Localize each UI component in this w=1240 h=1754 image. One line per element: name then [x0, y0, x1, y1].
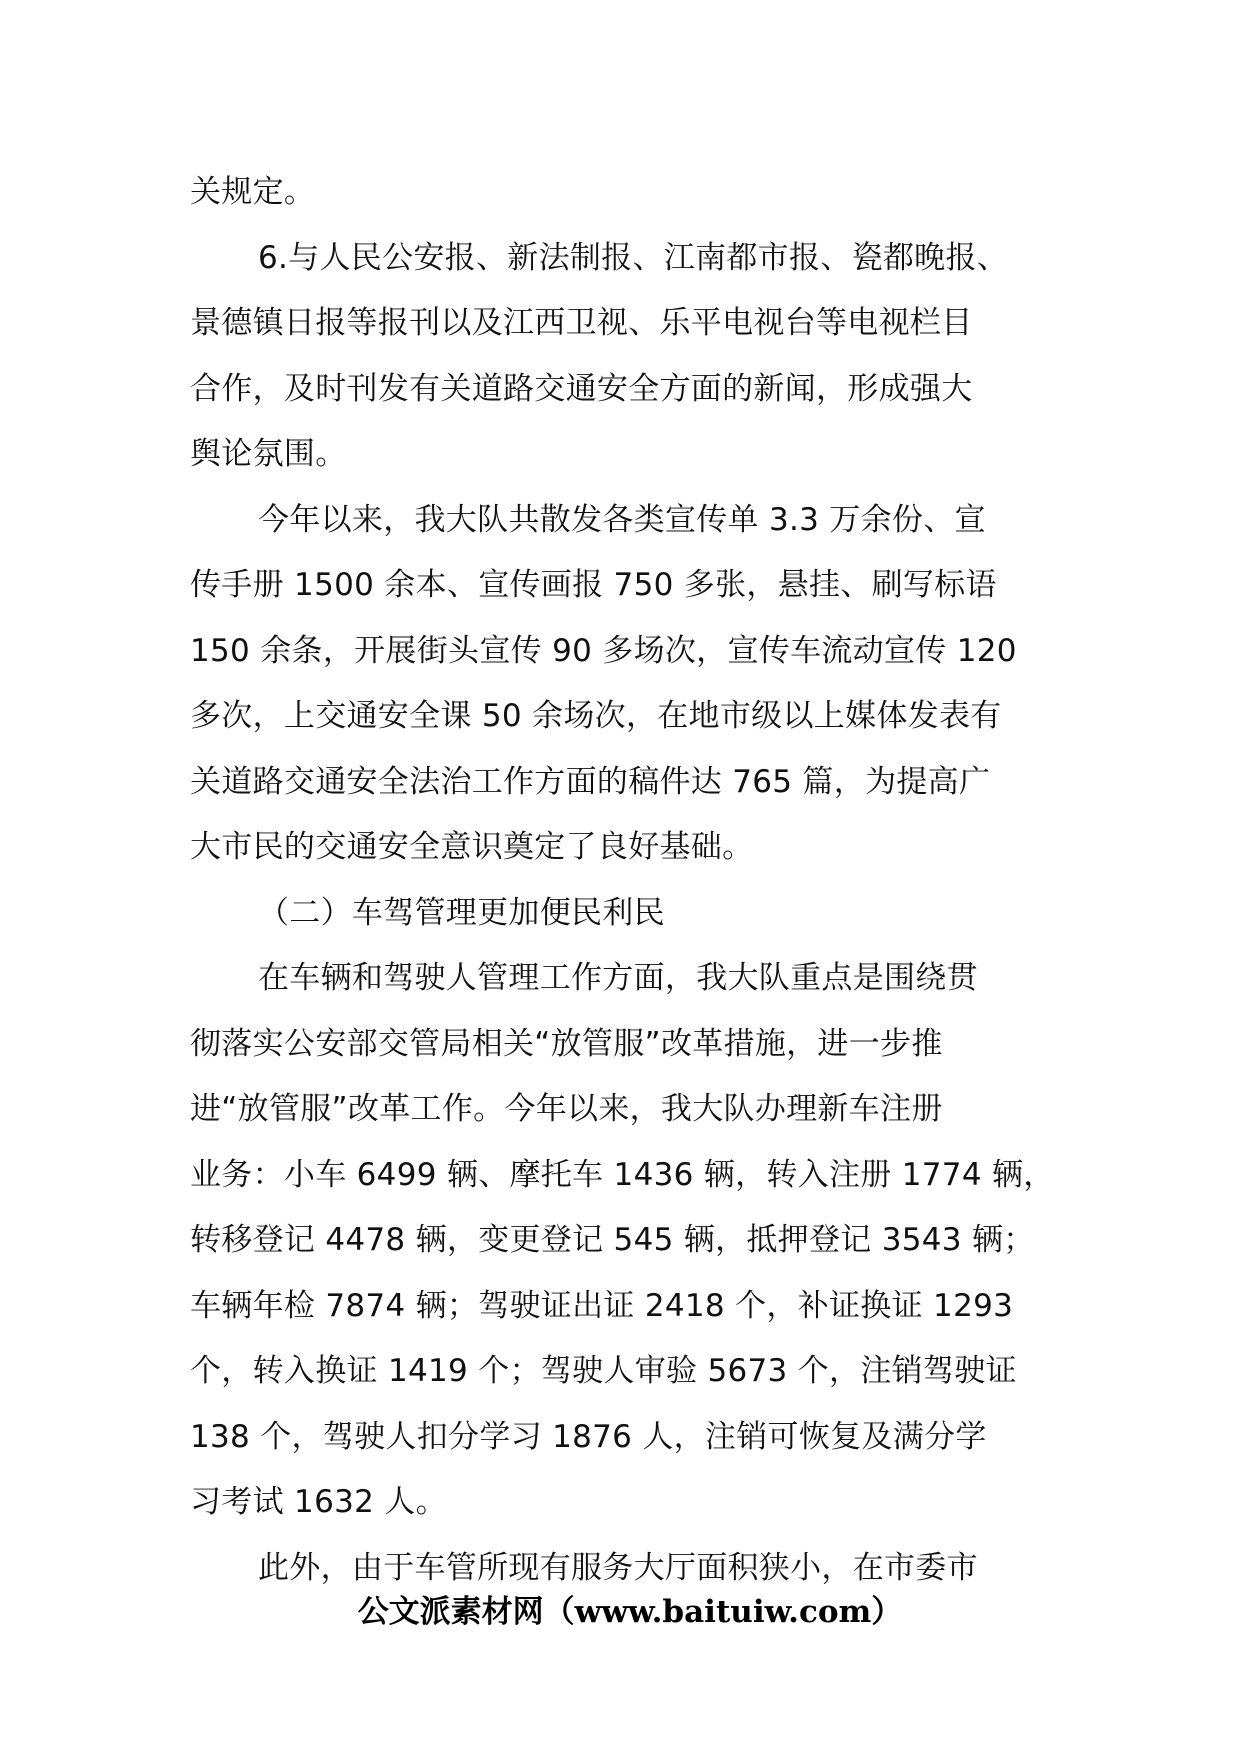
text-line: 彻落实公安部交管局相关“放管服”改革措施，进一步推: [190, 1025, 943, 1062]
text-line: 个，转入换证 1419 个；驾驶人审验 5673 个，注销驾驶证: [190, 1353, 1017, 1389]
text-line: 多次，上交通安全课 50 余场次，在地市级以上媒体发表有: [190, 698, 1002, 734]
text-line: 合作，及时刊发有关道路交通安全方面的新闻，形成强大: [190, 370, 973, 407]
text-line: 6.与人民公安报、新法制报、江南都市报、瓷都晚报、: [258, 239, 1009, 276]
text-line: 车辆年检 7874 辆；驾驶证出证 2418 个，补证换证 1293: [190, 1287, 1014, 1324]
text-line: 转移登记 4478 辆，变更登记 545 辆，抵押登记 3543 辆；: [190, 1222, 1035, 1258]
text-line: 关道路交通安全法治工作方面的稿件达 765 篇，为提高广: [190, 763, 991, 800]
text-line: 习考试 1632 人。: [190, 1484, 447, 1520]
text-line: 业务：小车 6499 辆、摩托车 1436 辆，转入注册 1774 辆，: [190, 1156, 1055, 1193]
text-line: （二）车驾管理更加便民利民: [258, 894, 665, 931]
text-line: 138 个，驾驶人扣分学习 1876 人，注销可恢复及满分学: [190, 1418, 987, 1455]
body-text: [190, 160, 1090, 1601]
text-line: 景德镇日报等报刊以及江西卫视、乐平电视台等电视栏目: [190, 305, 973, 341]
text-line: 传手册 1500 余本、宣传画报 750 多张，悬挂、刷写标语: [190, 567, 997, 603]
text-line: 舆论氛围。: [190, 436, 347, 472]
text-line: 关规定。: [190, 174, 316, 210]
text-line: 150 余条，开展街头宣传 90 多场次，宣传车流动宣传 120: [190, 632, 1017, 669]
footer-watermark: 公文派素材网（www.baituiw.com）: [357, 1594, 903, 1630]
text-line: 在车辆和驾驶人管理工作方面，我大队重点是围绕贯: [258, 960, 978, 996]
text-line: 进“放管服”改革工作。今年以来，我大队办理新车注册: [190, 1091, 943, 1127]
text-line: 今年以来，我大队共散发各类宣传单 3.3 万余份、宣: [258, 501, 986, 538]
text-line: 大市民的交通安全意识奠定了良好基础。: [190, 829, 754, 865]
text-line: 此外，由于车管所现有服务大厅面积狭小，在市委市: [258, 1549, 978, 1586]
